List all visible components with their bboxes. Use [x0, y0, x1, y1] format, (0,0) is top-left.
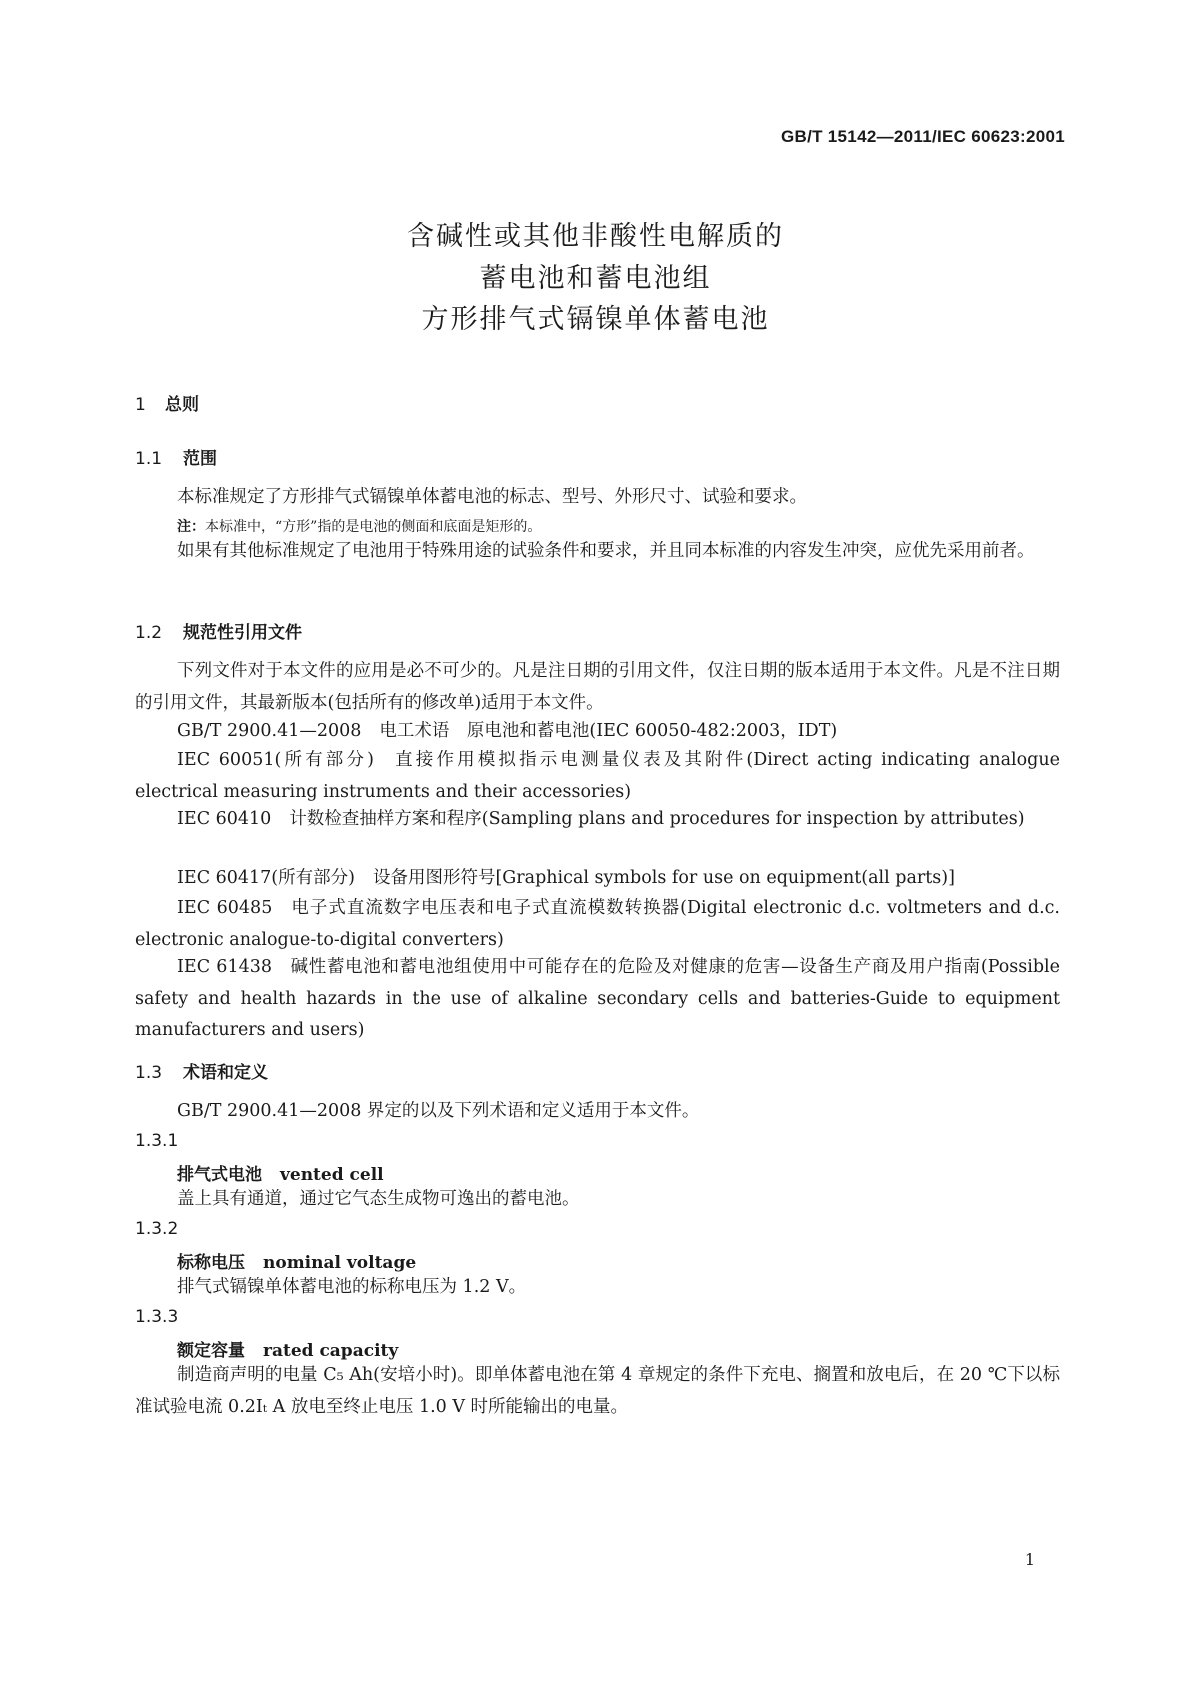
- section-title: 术语和定义: [183, 1063, 268, 1083]
- title-line-2: 蓄电池和蓄电池组: [479, 263, 712, 294]
- reference-item: [135, 893, 1060, 956]
- section-title: 总则: [165, 395, 199, 415]
- term-definition: 制造商声明的电量 C₅ Ah(安培小时)。即单体蓄电池在第 4 章规定的条件下充电、搁置和放电后，在 20 ℃下以标准试验电流 0.2Iₜ A 放电至终止电压 1.0 V 时所能输出的电量。: [135, 1365, 1060, 1417]
- reference-item: [135, 863, 1060, 895]
- term-zh: 标称电压: [177, 1253, 245, 1273]
- reference-item: [135, 745, 1060, 808]
- title-line-3: 方形排气式镉镍单体蓄电池: [421, 304, 770, 335]
- reference-item: [135, 716, 1060, 748]
- note-text: 本标准中，“方形”指的是电池的侧面和底面是矩形的。: [205, 519, 542, 535]
- section-number: 1.3: [135, 1063, 163, 1083]
- page-number: 1: [1024, 1550, 1035, 1569]
- scope-paragraph-2: 如果有其他标准规定了电池用于特殊用途的试验条件和要求，并且同本标准的内容发生冲突，应优先采用前者。: [177, 541, 1035, 561]
- section-title: 规范性引用文件: [183, 623, 302, 643]
- term-en: rated capacity: [263, 1341, 399, 1361]
- scope-paragraph: 本标准规定了方形排气式镉镍单体蓄电池的标志、型号、外形尺寸、试验和要求。: [177, 487, 807, 507]
- reference-code: IEC 60051(所有部分): [177, 750, 374, 770]
- term-number: 1.3.2: [135, 1219, 179, 1239]
- section-number: 1.2: [135, 623, 163, 643]
- section-1-1-heading: [135, 444, 217, 469]
- section-title: 范围: [183, 449, 217, 469]
- reference-text: 电工术语 原电池和蓄电池(IEC 60050-482:2003，IDT): [379, 721, 838, 741]
- scope-note: [177, 516, 541, 536]
- normative-intro: 下列文件对于本文件的应用是必不可少的。凡是注日期的引用文件，仅注日期的版本适用于本文件。凡是不注日期的引用文件，其最新版本(包括所有的修改单)适用于本文件。: [135, 661, 1060, 713]
- reference-item: [135, 804, 1060, 836]
- term-number: 1.3.3: [135, 1307, 179, 1327]
- term-definition: 盖上具有通道，通过它气态生成物可逸出的蓄电池。: [177, 1189, 580, 1209]
- term-definition: 排气式镉镍单体蓄电池的标称电压为 1.2 V。: [177, 1277, 527, 1297]
- reference-item: [135, 952, 1060, 1047]
- reference-text: 直接作用模拟指示电测量仪表及其附件(Direct acting indicating analogue electrical measuring instruments and their accessories): [135, 750, 1061, 802]
- section-1-3-heading: [135, 1058, 268, 1083]
- reference-code: IEC 60410: [177, 809, 272, 829]
- note-label: 注：: [177, 519, 205, 535]
- reference-text: 电子式直流数字电压表和电子式直流模数转换器(Digital electronic d.c. voltmeters and d.c. electronic analogue-to-digital converters): [135, 898, 1060, 950]
- reference-code: GB/T 2900.41—2008: [177, 721, 362, 741]
- term-en: vented cell: [280, 1165, 384, 1185]
- section-1-2-heading: [135, 618, 302, 643]
- reference-code: IEC 60417(所有部分): [177, 868, 355, 888]
- reference-code: IEC 61438: [177, 957, 272, 977]
- term-title: [177, 1248, 416, 1273]
- section-number: 1.1: [135, 449, 163, 469]
- term-zh: 排气式电池: [177, 1165, 262, 1185]
- term-zh: 额定容量: [177, 1341, 245, 1361]
- terms-intro: GB/T 2900.41—2008 界定的以及下列术语和定义适用于本文件。: [177, 1101, 700, 1121]
- term-number: 1.3.1: [135, 1131, 179, 1151]
- section-number: 1: [135, 395, 146, 415]
- reference-text: 碱性蓄电池和蓄电池组使用中可能存在的危险及对健康的危害—设备生产商及用户指南(Possible safety and health hazards in the use of alkaline secondary cells and batteries-Guide to equipment manufacturers and users): [135, 957, 1061, 1040]
- reference-text: 计数检查抽样方案和程序(Sampling plans and procedures for inspection by attributes): [289, 809, 1025, 829]
- standard-code: GB/T 15142—2011/IEC 60623:2001: [780, 127, 1065, 146]
- term-en: nominal voltage: [263, 1253, 417, 1273]
- term-title: [177, 1160, 384, 1185]
- term-title: [177, 1336, 398, 1361]
- section-1-heading: [135, 390, 199, 415]
- title-line-1: 含碱性或其他非酸性电解质的: [407, 221, 784, 252]
- reference-code: IEC 60485: [177, 898, 273, 918]
- reference-text: 设备用图形符号[Graphical symbols for use on equipment(all parts)]: [372, 868, 955, 888]
